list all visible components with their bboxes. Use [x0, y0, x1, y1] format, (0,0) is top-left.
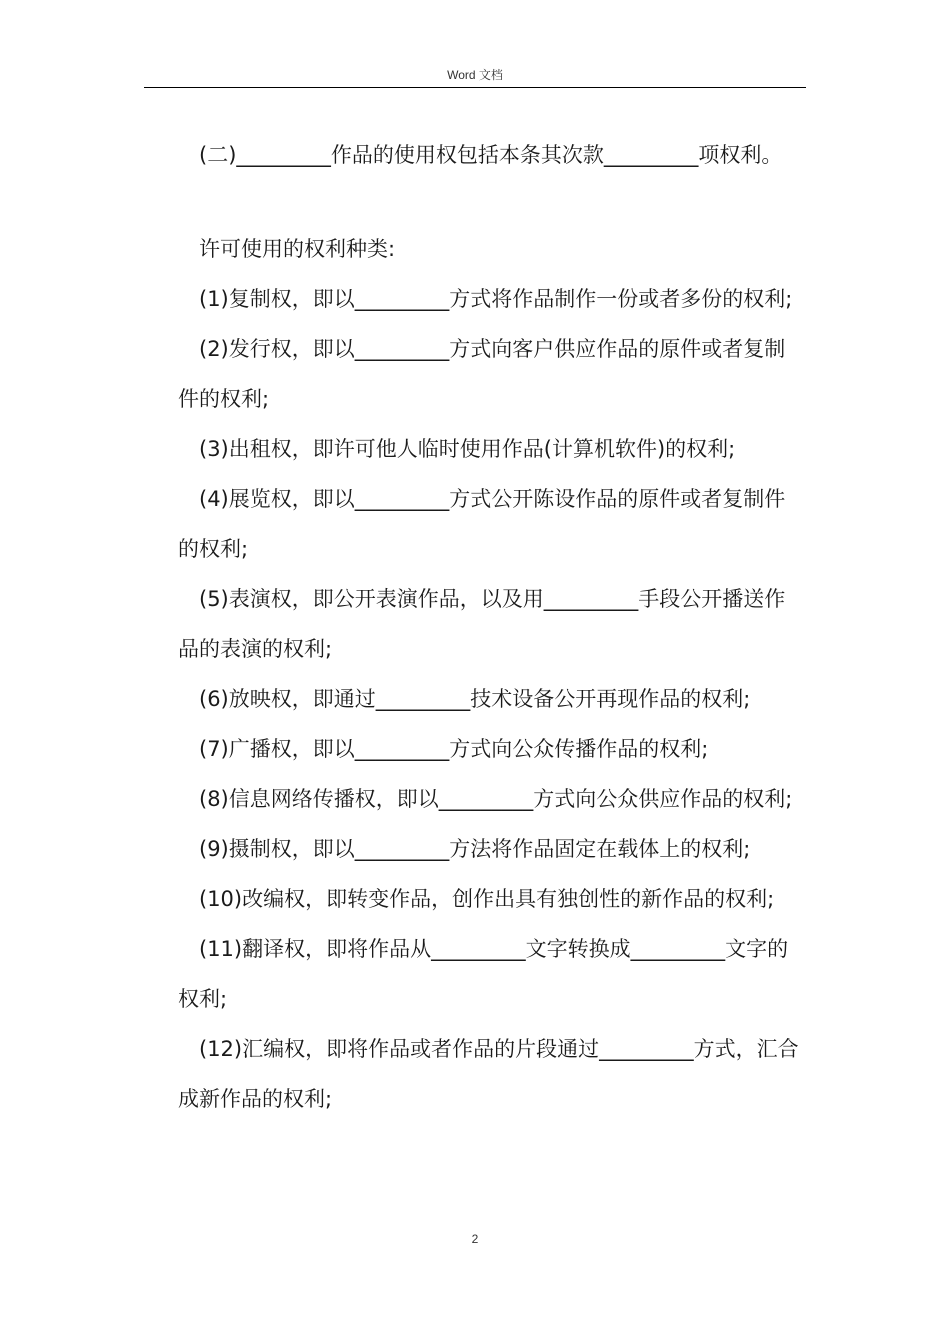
paragraph-spacer: [178, 180, 806, 224]
page-header: Word 文档: [447, 68, 503, 82]
header-divider: [144, 87, 806, 88]
right-item-8: (8)信息网络传播权，即以_________方式向公众供应作品的权利;: [199, 787, 793, 811]
right-item-5: (5)表演权，即公开表演作品，以及用_________手段公开播送作品的表演的权利;: [178, 587, 786, 661]
right-item-1: (1)复制权，即以_________方式将作品制作一份或者多份的权利;: [199, 287, 793, 311]
right-item-11: (11)翻译权，即将作品从_________文字转换成_________文字的权利;: [178, 937, 789, 1011]
right-item-4: (4)展览权，即以_________方式公开陈设作品的原件或者复制件的权利;: [178, 487, 786, 561]
right-item-7: (7)广播权，即以_________方式向公众传播作品的权利;: [199, 737, 709, 761]
page-number: 2: [471, 1232, 479, 1246]
clause-paragraph: (二)_________作品的使用权包括本条其次款_________项权利。: [199, 143, 783, 167]
right-item-2: (2)发行权，即以_________方式向客户供应作品的原件或者复制件的权利;: [178, 337, 786, 411]
document-body: [178, 130, 806, 1124]
right-item-3: (3)出租权，即许可他人临时使用作品(计算机软件)的权利;: [199, 437, 736, 461]
right-item-9: (9)摄制权，即以_________方法将作品固定在载体上的权利;: [199, 837, 751, 861]
right-item-10: (10)改编权，即转变作品，创作出具有独创性的新作品的权利;: [199, 887, 775, 911]
right-item-12: (12)汇编权，即将作品或者作品的片段通过_________方式，汇合成新作品的权利;: [178, 1037, 799, 1111]
right-item-6: (6)放映权，即通过_________技术设备公开再现作品的权利;: [199, 687, 751, 711]
rights-heading: 许可使用的权利种类:: [199, 237, 396, 261]
